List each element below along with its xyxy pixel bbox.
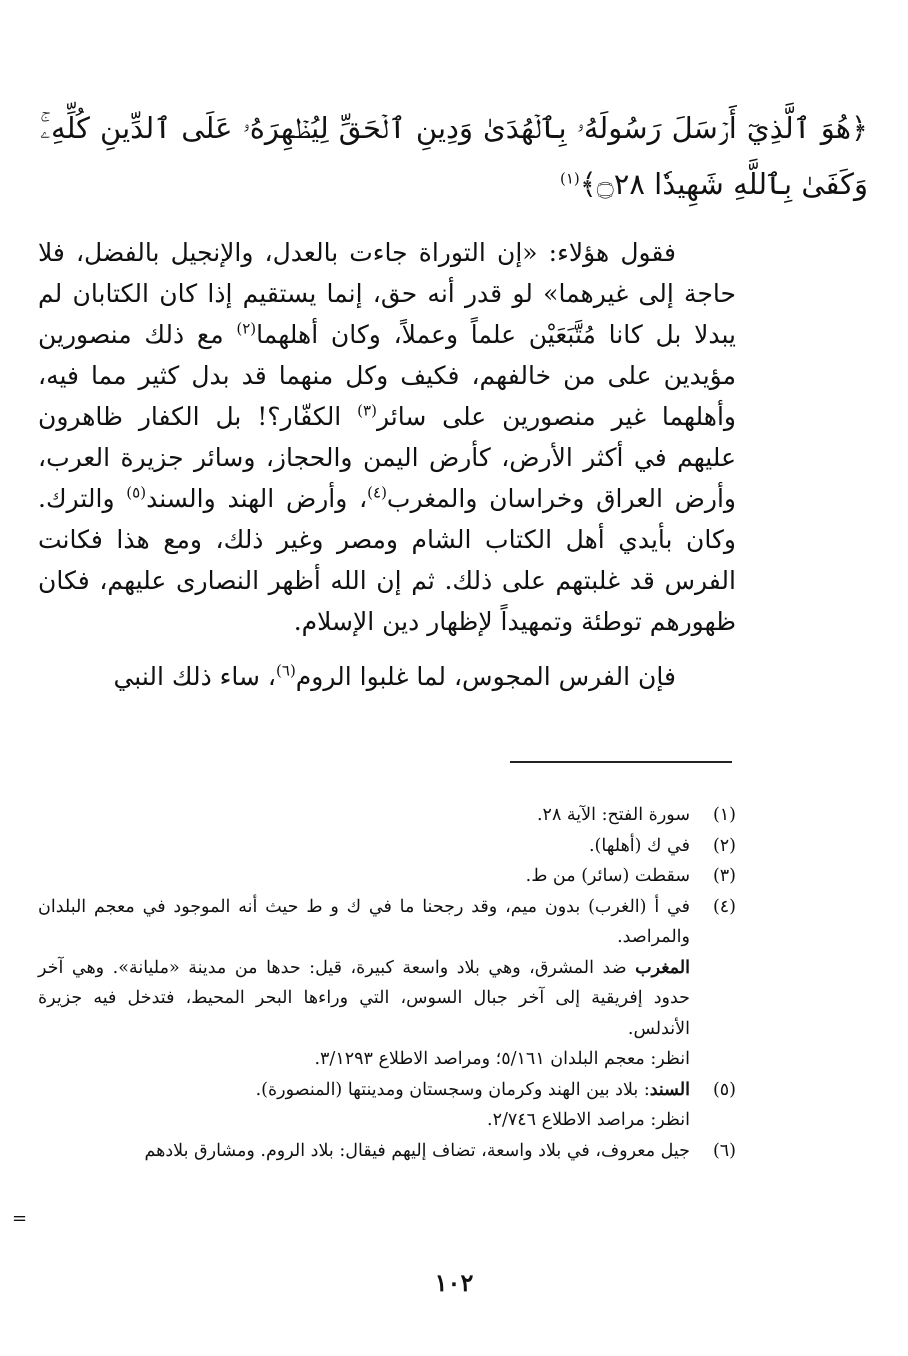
footnote-bold-term: المغرب [635,957,690,978]
verse-footnote-ref: (١) [560,169,580,188]
text-segment: ، ساء ذلك النبي [113,662,277,691]
footnote-separator [510,761,732,763]
footnote-6 [38,1136,736,1167]
footnote-2 [38,831,736,862]
footnote-number: (٤) [712,896,736,917]
footnote-text: سقطت (سائر) من ط. [525,866,690,886]
text-segment: فإن الفرس المجوس، لما غلبوا الروم [295,662,676,691]
footnote-text: في أ (الغرب) بدون ميم، وقد رجحنا ما في ك و ط حيث أنه الموجود في معجم البلدان والمراصد. [38,896,690,947]
footnote-text: سورة الفتح: الآية ٢٨. [536,805,690,825]
verse-text: ﴿هُوَ ٱلَّذِيٓ أَرۡسَلَ رَسُولَهُۥ بِٱلۡهُدَىٰ وَدِينِ ٱلۡحَقِّ لِيُظۡهِرَهُۥ عَلَى ٱلدِّينِ كُلِّهِۦۚ وَكَفَىٰ بِٱللَّهِ شَهِيدٗا ۝٢٨﴾ [40,111,868,201]
footnote-ref-4: (٤) [367,483,387,502]
footnote-3 [38,861,736,892]
main-text [38,232,736,697]
footnote-5 [38,1075,736,1136]
text-segment: ، وأرض الهند والسند [146,484,368,513]
text-segment: مع ذلك منصورين مؤيدين على من خالفهم، فكيف وكل منهما قد بدل كثير مما فيه، وأهلهما غير منصورين على سائر [38,320,736,431]
footnote-ref-6: (٦) [276,661,296,680]
paragraph-1 [38,232,736,642]
footnote-text: جيل معروف، في بلاد واسعة، تضاف إليهم فيقال: بلاد الروم. ومشارق بلادهم [144,1140,690,1161]
footnote-4 [38,892,736,1075]
continuation-mark: = [12,1208,28,1229]
footnote-number: (١) [712,805,736,825]
text-segment: والترك. وكان بأيدي أهل الكتاب الشام ومصر وغير ذلك، ومع هذا فكانت الفرس قد غلبتهم على ذلك. ثم إن الله أظهر النصارى عليهم، فكان ظهورهم توطئة وتمهيداً لإظهار دين الإسلام. [38,484,736,636]
footnote-ref-3: (٣) [357,401,377,420]
quran-verse [40,100,868,212]
footnote-1 [38,800,736,831]
footnote-ref-2: (٢) [236,319,257,338]
text-segment: الكفّار؟! بل الكفار ظاهرون عليهم في أكثر الأرض، كأرض اليمن والحجاز، وسائر جزيرة العرب، وأرض العراق وخراسان والمغرب [38,402,736,513]
footnote-reference: انظر: معجم البلدان ٥/١٦١؛ ومراصد الاطلاع ٣/١٢٩٣. [314,1049,690,1069]
footnote-extra [38,953,690,1045]
footnote-text: في ك (أهلها). [588,835,690,856]
text-segment: فقول هؤلاء: «إن التوراة جاءت بالعدل، والإنجيل بالفضل، فلا حاجة إلى غيرهما» لو قدر أنه حق، إنما يستقيم إذا كان الكتابان لم يبدلا بل كانا مُتَّبَعَيْن علماً وعملاً، وكان أهلهما [38,238,736,349]
footnote-reference: انظر: مراصد الاطلاع ٢/٧٤٦. [487,1110,690,1130]
footnotes [38,800,736,1166]
page-number: ١٠٢ [434,1268,474,1297]
footnote-number: (٥) [712,1079,736,1100]
footnote-extra-text: ضد المشرق، وهي بلاد واسعة كبيرة، قيل: حدها من مدينة «مليانة». وهي آخر حدود إفريقية إلى آخر جبال السوس، التي وراءها البحر المحيط، فتدخل فيه جزيرة الأندلس. [38,957,690,1039]
footnote-number: (٢) [712,835,736,856]
footnote-number: (٣) [712,866,736,886]
footnote-number: (٦) [712,1140,736,1161]
footnote-ref-5: (٥) [126,483,147,502]
footnote-text: : بلاد بين الهند وكرمان وسجستان ومدينتها (المنصورة). [255,1079,650,1100]
footnote-bold-term: السند [649,1079,690,1100]
paragraph-2 [38,656,736,697]
